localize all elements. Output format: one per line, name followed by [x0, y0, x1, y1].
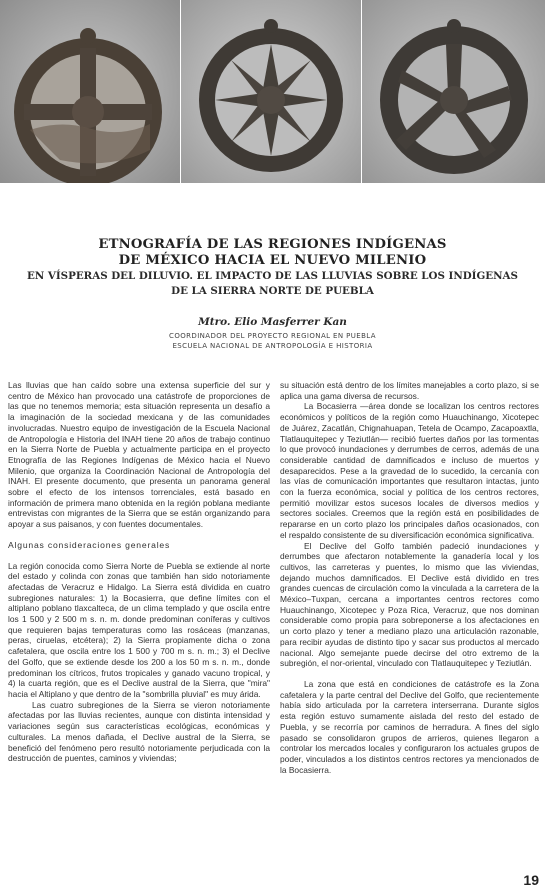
photo-strip: [0, 0, 545, 183]
paragraph: La Bocasierra —área donde se localizan los centros rectores económicos y políticos de la región como Huauchinango, Xicotepec de Juárez, Zacatlán, Chignahuapan, Tetela de Ocampo, Zacapoaxtla, Tlatlauquitepec y Teziutlán— recibió fuertes daños por las tormentas lo que provocó inundaciones y derrumbes de cerros, además de una considerable cantidad de damnificados e incluso de muertos y desaparecidos. Pese a la gravedad de lo sucedido, la cercanía con las vías de comunicación importantes que resultaron intactas, junto con la fuerza económica, social y política de los centros rectores, permitió movilizar estos sucesos locales de diversos medios y sectores sociales. Creemos que la región está en posibilidades de repararse en un corto plazo los principales daños ocasionados, con el respaldo consistente de su diversificación económica significativa.: [280, 401, 539, 540]
article-title-line-2: DE MÉXICO HACIA EL NUEVO MILENIO: [118, 253, 427, 268]
paragraph: Las lluvias que han caído sobre una extensa superficie del sur y centro de México han provocado una catástrofe de proporciones de las que no tenemos memoria; esta situación representa un desafío a la imaginación de la sociedad mexicana y de las comunidades involucradas. Nuestro equipo de investigación de la Escuela Nacional de Antropología e Historia del INAH tiene 20 años de trabajo continuo en la Sierra Norte de Puebla y actualmente participa en el proyecto Etnografía de las Regiones Indígenas de México hacia el Nuevo Milenio, que organiza la Coordinación Nacional de Antropología del INAH. El presente documento, que presenta un panorama general sobre el efecto de los intensos torrenciales, está basado en información de primera mano obtenida en la región poblana mediante entrevistas con migrantes de la Sierra que se están organizando para apoyar a sus paisanos, y con fuentes documentales.: [8, 380, 270, 530]
bronze-ornament-photo-left: [0, 0, 180, 183]
author-affiliation-1: COORDINADOR DEL PROYECTO REGIONAL EN PUEBLA: [169, 332, 376, 340]
bronze-ornament-photo-right: [362, 0, 545, 183]
paragraph: Las cuatro subregiones de la Sierra se vieron notoriamente afectadas por las lluvias recientes, aunque con distinta intensidad y variaciones según sus características ecológicas, económicas y culturales. La menos dañada, el Declive austral de la Sierra, se benefició del fenómeno pero resultó notoriamente perjudicada con la destrucción de puentes, caminos y viviendas;: [8, 699, 270, 764]
article-subtitle-line-2: DE LA SIERRA NORTE DE PUEBLA: [171, 285, 374, 297]
author-name: Mtro. Elio Masferrer Kan: [198, 316, 347, 328]
bronze-ornament-photo-center: [181, 0, 361, 183]
paragraph: La zona que está en condiciones de catástrofe es la Zona cafetalera y la parte central del Declive del Golfo, que recientemente había sido articulada por la carretera interserrana. Durante siglos esta región estuvo sumamente aislada del resto del estado de Puebla, y se recorría por caminos de herradura. A fines del siglo pasado se consolidaron grupos de arrieros, quienes llegaron a controlar los mercados locales y configuraron los actuales grupos de poder, vinculados a los distintos centros rectores ya mencionados de la Bocasierra.: [280, 678, 539, 775]
paragraph: su situación está dentro de los límites manejables a corto plazo, si se aplica una gama diversa de recursos.: [280, 380, 539, 401]
author-affiliation-2: ESCUELA NACIONAL DE ANTROPOLOGÍA E HISTORIA: [172, 342, 373, 350]
article-title-line-1: ETNOGRAFÍA DE LAS REGIONES INDÍGENAS: [98, 237, 447, 252]
left-column: [8, 380, 270, 764]
paragraph: La región conocida como Sierra Norte de Puebla se extiende al norte del estado y colinda con zonas que también han sido notoriamente afectadas de Veracruz e Hidalgo. La Sierra está dividida en cuatro subregiones naturales: 1) la Bocasierra, que define límites con el altiplano poblano tlaxcalteca, de un clima templado y que oscila entre los 1 500 y 2 500 m s. n. m. donde predominan coníferas y cultivos que requieren bajas temperaturas como las rosáceas (manzanas, peras, ciruelas, etcétera); 2) la Sierra propiamente dicha o zona cafetalera, que oscila entre los 1 500 y 700 m s. n. m.; 3) el Declive del Golfo, que se extiende desde los 200 a los 50 m s. n. m., donde predominan los cítricos, frutos tropicales y ganado vacuno tropical, y 4) la cuarta región, que es el Declive austral de la Sierra, que "mira" hacia el Altiplano y que dentro de la "sombrilla pluvial" es muy árida.: [8, 560, 270, 699]
right-column: [280, 380, 539, 775]
paragraph: El Declive del Golfo también padeció inundaciones y derrumbes que afectaron notablemente la ganadería local y los cultivos, las carreteras y puentes, lo mismo que las viviendas, dejando muchos damnificados. El Declive está dividido en tres grandes cuencas de circulación como la vinculada a la carretera de la México–Tuxpan, cercana a importantes centros rectores como Huauchinango, Xicotepec y Poza Rica, Veracruz, que nos dominan considerable como propia para sobreponerse a los afectaciones en un corto plazo y tener a mediano plazo una articulación razonable, para recibir ayudas de distinto tipo y sacar sus productos al mercado nacional. Algo semejante puede decirse del otro extremo de la subregión, el nor-oriental, vinculado con Tlatlauquitepec y Teziutlán.: [280, 540, 539, 669]
article-subtitle-line-1: EN VÍSPERAS DEL DILUVIO. EL IMPACTO DE LAS LLUVIAS SOBRE LOS INDÍGENAS: [27, 270, 518, 282]
section-heading: Algunas consideraciones generales: [8, 539, 171, 550]
page-number: 19: [523, 872, 539, 888]
